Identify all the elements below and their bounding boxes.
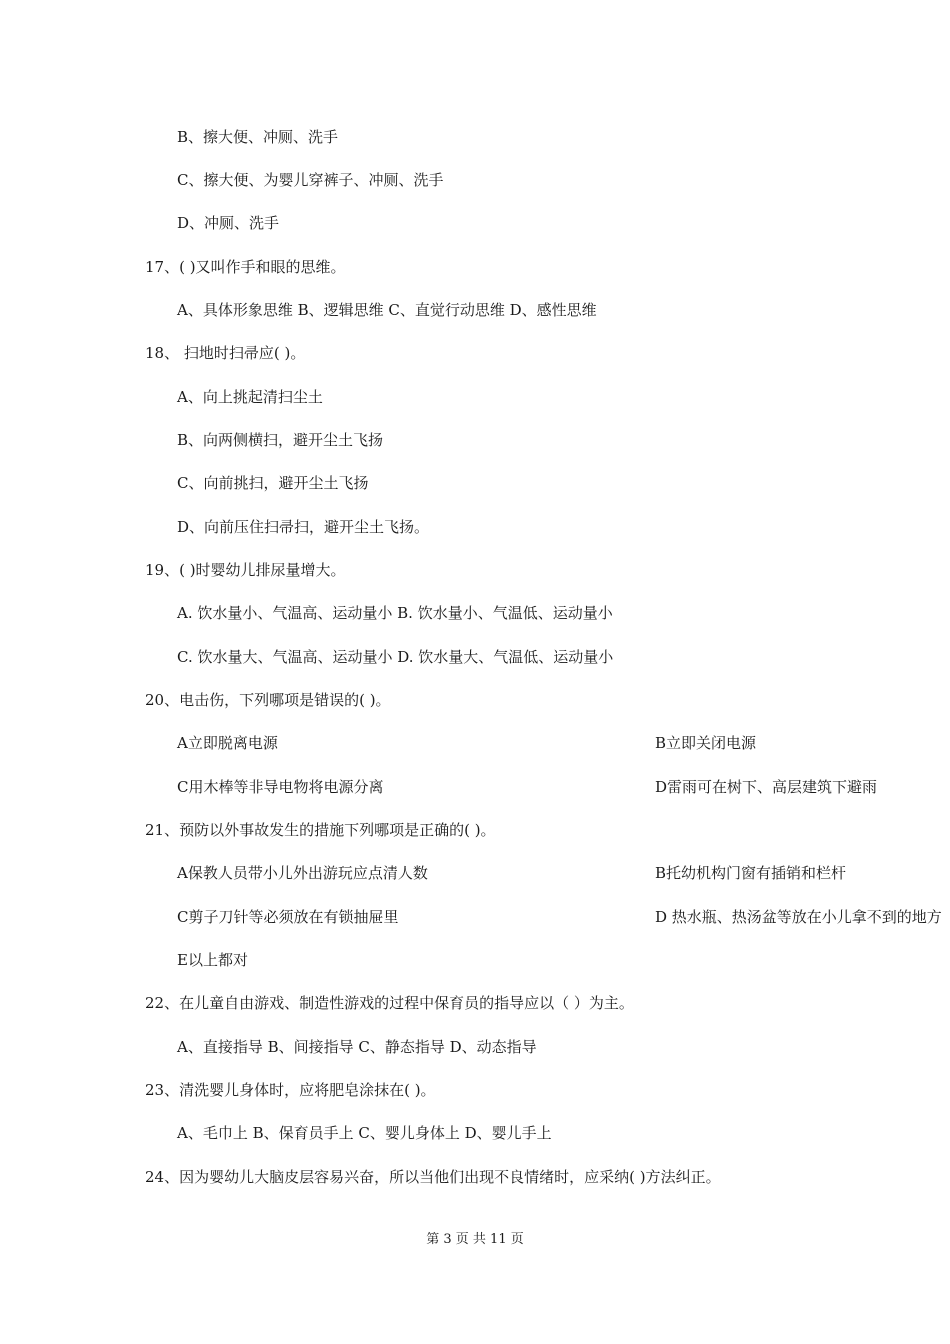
- options-23: A、毛巾上 B、保育员手上 C、婴儿身体上 D、婴儿手上: [177, 1124, 552, 1142]
- options-20ab: [177, 733, 757, 753]
- option-21a: A保教人员带小儿外出游玩应点清人数: [177, 864, 428, 882]
- question-21: 21、预防以外事故发生的措施下列哪项是正确的( )。: [145, 821, 496, 839]
- option-16c: C、擦大便、为婴儿穿裤子、冲厕、洗手: [177, 171, 444, 189]
- options-19cd: C. 饮水量大、气温高、运动量小 D. 饮水量大、气温低、运动量小: [177, 648, 614, 666]
- option-18d: D、向前压住扫帚扫，避开尘土飞扬。: [177, 518, 430, 536]
- option-21d: D 热水瓶、热汤盆等放在小儿拿不到的地方: [655, 908, 942, 926]
- option-18a: A、向上挑起清扫尘土: [177, 388, 323, 406]
- question-23: 23、清洗婴儿身体时，应将肥皂涂抹在( )。: [145, 1081, 436, 1099]
- option-20d: D雷雨可在树下、高层建筑下避雨: [655, 778, 878, 796]
- question-19: 19、( )时婴幼儿排尿量增大。: [145, 561, 346, 579]
- page-footer: 第 3 页 共 11 页: [426, 1232, 524, 1247]
- question-20: 20、电击伤，下列哪项是错误的( )。: [145, 691, 391, 709]
- option-18b: B、向两侧横扫，避开尘土飞扬: [177, 431, 384, 449]
- option-20a: A立即脱离电源: [177, 734, 278, 752]
- options-19ab: A. 饮水量小、气温高、运动量小 B. 饮水量小、气温低、运动量小: [177, 604, 613, 622]
- options-22: A、直接指导 B、间接指导 C、静态指导 D、动态指导: [177, 1038, 537, 1056]
- option-21b: B托幼机构门窗有插销和栏杆: [655, 864, 847, 882]
- option-16b: B、擦大便、冲厕、洗手: [177, 128, 339, 146]
- options-20cd: [177, 777, 878, 797]
- option-21e: E以上都对: [177, 951, 248, 969]
- question-17: 17、( )又叫作手和眼的思维。: [145, 258, 346, 276]
- options-21cd: [177, 907, 942, 927]
- option-18c: C、向前挑扫，避开尘土飞扬: [177, 474, 369, 492]
- options-21ab: [177, 863, 847, 883]
- option-16d: D、冲厕、洗手: [177, 214, 280, 232]
- question-24: 24、因为婴幼儿大脑皮层容易兴奋，所以当他们出现不良情绪时，应采纳( )方法纠正。: [145, 1168, 721, 1186]
- option-20c: C用木棒等非导电物将电源分离: [177, 778, 384, 796]
- options-17: A、具体形象思维 B、逻辑思维 C、直觉行动思维 D、感性思维: [177, 301, 597, 319]
- option-20b: B立即关闭电源: [655, 734, 757, 752]
- option-21c: C剪子刀针等必须放在有锁抽屉里: [177, 908, 399, 926]
- question-18: 18、 扫地时扫帚应( )。: [145, 344, 306, 362]
- question-22: 22、在儿童自由游戏、制造性游戏的过程中保育员的指导应以（ ）为主。: [145, 994, 634, 1012]
